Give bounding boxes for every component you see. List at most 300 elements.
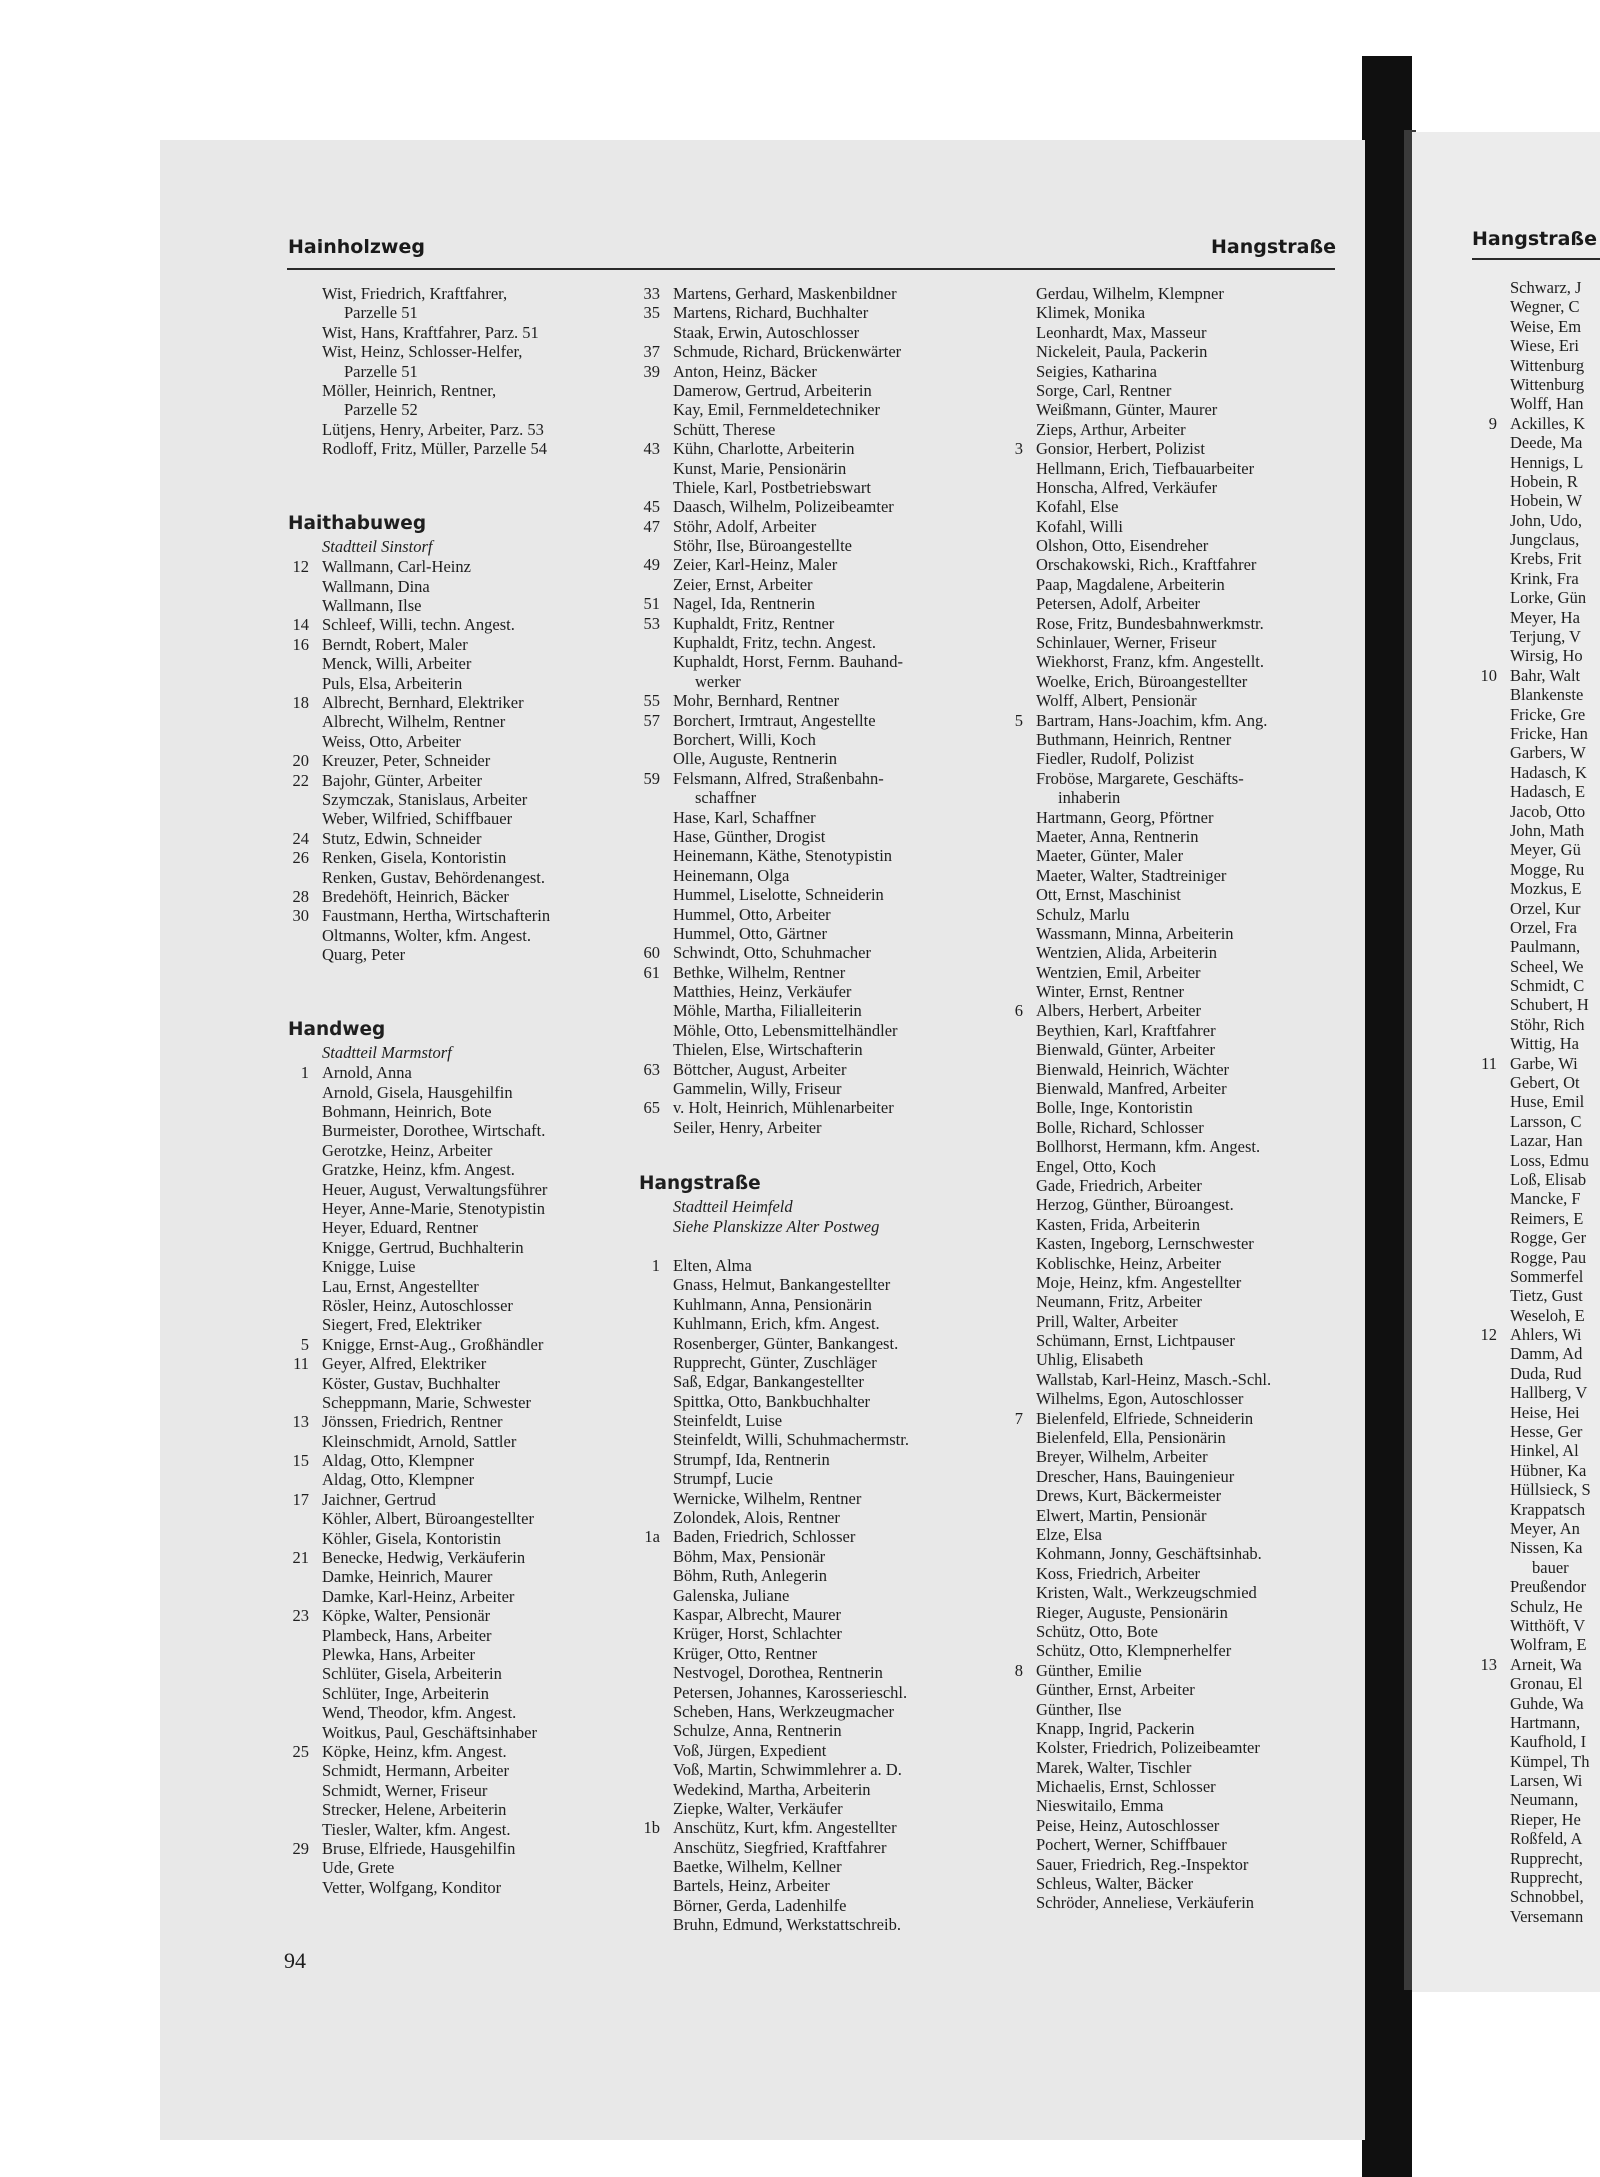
house-number	[998, 1719, 1036, 1738]
resident-entry	[1472, 1422, 1600, 1441]
house-number	[998, 730, 1036, 749]
house-number	[635, 1702, 673, 1721]
house-number	[998, 1816, 1036, 1835]
resident-entry	[1472, 1868, 1600, 1887]
resident-entry	[635, 420, 985, 439]
resident-entry	[284, 635, 644, 654]
resident-text: Bollhorst, Hermann, kfm. Angest.	[1036, 1137, 1261, 1157]
house-number	[998, 1622, 1036, 1641]
resident-text: Fricke, Han	[1510, 723, 1588, 743]
resident-text: Herzog, Günther, Büroangest.	[1036, 1195, 1234, 1215]
spacer	[284, 965, 644, 984]
house-number	[998, 885, 1036, 904]
house-number	[1472, 995, 1510, 1014]
resident-text: Köpke, Walter, Pensionär	[322, 1606, 491, 1626]
resident-text: Daasch, Wilhelm, Polizeibeamter	[673, 497, 894, 517]
resident-entry	[998, 1874, 1358, 1893]
resident-text: Rupprecht,	[1510, 1868, 1583, 1888]
resident-entry	[998, 808, 1358, 827]
resident-text: Paap, Magdalene, Arbeiterin	[1036, 574, 1225, 594]
resident-text: Schulz, Marlu	[1036, 904, 1130, 924]
resident-entry	[1472, 1228, 1600, 1247]
resident-entry	[284, 596, 644, 615]
house-number	[998, 1777, 1036, 1796]
house-number	[1472, 1732, 1510, 1751]
resident-text: Maeter, Walter, Stadtreiniger	[1036, 865, 1227, 885]
house-number: 59	[643, 768, 660, 788]
resident-entry	[284, 577, 644, 596]
house-number	[1472, 1306, 1510, 1325]
resident-entry	[998, 885, 1358, 904]
resident-entry	[635, 1547, 985, 1566]
resident-text: Knigge, Ernst-Aug., Großhändler	[322, 1334, 544, 1354]
resident-entry	[998, 1738, 1358, 1757]
house-number	[998, 1700, 1036, 1719]
house-number	[1472, 976, 1510, 995]
house-number	[1472, 1248, 1510, 1267]
resident-entry	[284, 323, 644, 342]
house-number	[635, 575, 673, 594]
house-number	[635, 1021, 673, 1040]
resident-text: Weber, Wilfried, Schiffbauer	[322, 809, 513, 829]
resident-entry	[635, 1469, 985, 1488]
resident-text: Böhm, Ruth, Anlegerin	[673, 1566, 827, 1586]
resident-entry	[1472, 1635, 1600, 1654]
resident-text: Sommerfel	[1510, 1266, 1584, 1286]
house-number	[998, 1060, 1036, 1079]
house-number	[998, 1254, 1036, 1273]
house-number	[635, 652, 673, 671]
resident-text: Marek, Walter, Tischler	[1036, 1757, 1192, 1777]
resident-text: Wegner, C	[1510, 297, 1580, 317]
resident-text: Bruhn, Edmund, Werkstattschreib.	[673, 1915, 901, 1935]
house-number	[998, 1738, 1036, 1757]
resident-entry	[635, 866, 985, 885]
resident-text: Spittka, Otto, Bankbuchhalter	[673, 1391, 871, 1411]
house-number	[998, 943, 1036, 962]
resident-text: Kuphaldt, Fritz, techn. Angest.	[673, 633, 877, 653]
resident-entry	[998, 614, 1358, 633]
resident-text: Knapp, Ingrid, Packerin	[1036, 1718, 1195, 1738]
resident-entry	[998, 1040, 1358, 1059]
resident-text: Nieswitailo, Emma	[1036, 1796, 1164, 1816]
resident-text: Loß, Elisab	[1510, 1169, 1587, 1189]
resident-entry	[998, 1564, 1358, 1583]
resident-text: Reimers, E	[1510, 1208, 1584, 1228]
house-number	[1472, 1170, 1510, 1189]
resident-entry	[635, 1741, 985, 1760]
house-number: 12	[292, 557, 309, 577]
resident-entry	[998, 1758, 1358, 1777]
house-number	[1472, 1151, 1510, 1170]
house-number	[998, 1331, 1036, 1350]
resident-entry	[1472, 375, 1600, 394]
resident-text: Wentzien, Emil, Arbeiter	[1036, 962, 1201, 982]
resident-text: Stutz, Edwin, Schneider	[322, 828, 482, 848]
resident-entry	[1472, 1170, 1600, 1189]
house-number	[1472, 569, 1510, 588]
resident-text: Honscha, Alfred, Verkäufer	[1036, 477, 1218, 497]
house-number	[1472, 840, 1510, 859]
resident-text: Gonsior, Herbert, Polizist	[1036, 439, 1205, 459]
house-number	[998, 749, 1036, 768]
resident-entry	[635, 943, 985, 962]
resident-entry	[635, 691, 985, 710]
house-number	[1472, 1131, 1510, 1150]
resident-entry	[998, 1428, 1358, 1447]
street-heading: Hangstraße	[639, 1172, 761, 1194]
resident-entry	[635, 1040, 985, 1059]
resident-text: Hadasch, K	[1510, 762, 1587, 782]
resident-text: Bolle, Richard, Schlosser	[1036, 1117, 1204, 1137]
house-number	[1472, 1461, 1510, 1480]
house-number	[998, 1603, 1036, 1622]
house-number	[998, 575, 1036, 594]
resident-entry	[1472, 549, 1600, 568]
resident-text: Hüllsieck, S	[1510, 1480, 1591, 1500]
resident-entry	[284, 674, 644, 693]
resident-text: Vetter, Wolfgang, Konditor	[322, 1877, 502, 1897]
house-number	[284, 1626, 322, 1645]
resident-entry	[284, 848, 644, 867]
resident-text: Gronau, El	[1510, 1674, 1583, 1694]
resident-text: Tiesler, Walter, kfm. Angest.	[322, 1819, 511, 1839]
house-number	[998, 1273, 1036, 1292]
resident-entry	[998, 284, 1358, 303]
resident-entry	[998, 381, 1358, 400]
resident-entry	[998, 749, 1358, 768]
house-number	[635, 381, 673, 400]
resident-text: Bruse, Elfriede, Hausgehilfin	[322, 1838, 516, 1858]
house-number	[284, 1645, 322, 1664]
resident-text: Kolster, Friedrich, Polizeibeamter	[1036, 1738, 1260, 1758]
header-rule	[287, 268, 1335, 270]
house-number: 60	[643, 943, 660, 963]
resident-entry	[998, 555, 1358, 574]
resident-entry	[284, 1083, 644, 1102]
resident-entry	[998, 303, 1358, 322]
house-number	[998, 1447, 1036, 1466]
resident-entry	[635, 1896, 985, 1915]
house-number: 37	[643, 342, 660, 362]
resident-text: Zeier, Ernst, Arbeiter	[673, 574, 813, 594]
resident-text: Elze, Elsa	[1036, 1525, 1102, 1544]
resident-entry	[998, 1467, 1358, 1486]
resident-text: Gammelin, Willy, Friseur	[673, 1079, 842, 1099]
house-number	[284, 284, 322, 303]
house-number	[1472, 1849, 1510, 1868]
resident-entry	[635, 1605, 985, 1624]
house-number	[998, 1389, 1036, 1408]
resident-text: Garbers, W	[1510, 743, 1586, 763]
resident-text: Böttcher, August, Arbeiter	[673, 1059, 847, 1079]
resident-entry	[635, 400, 985, 419]
resident-entry	[284, 1509, 644, 1528]
resident-entry	[1472, 433, 1600, 452]
street-heading: Handweg	[288, 1019, 386, 1041]
resident-entry	[284, 1645, 644, 1664]
resident-entry	[284, 906, 644, 925]
resident-text: Koblischke, Heinz, Arbeiter	[1036, 1253, 1222, 1273]
resident-entry	[998, 943, 1358, 962]
resident-text: Larsson, C	[1510, 1111, 1582, 1131]
resident-text: Plewka, Hans, Arbeiter	[322, 1645, 476, 1664]
resident-entry	[1472, 588, 1600, 607]
resident-text: Steinfeldt, Luise	[673, 1411, 783, 1431]
house-number	[635, 633, 673, 652]
resident-text: Schwindt, Otto, Schuhmacher	[673, 943, 871, 963]
resident-entry	[998, 1525, 1358, 1544]
resident-text: Lorke, Gün	[1510, 588, 1587, 608]
house-number	[1472, 1383, 1510, 1402]
street-heading: Haithabuweg	[288, 513, 427, 535]
resident-text: Voß, Martin, Schwimmlehrer a. D.	[673, 1760, 902, 1780]
house-number: 7	[1014, 1408, 1023, 1428]
street-subheading: Stadtteil Heimfeld	[673, 1196, 793, 1216]
resident-text: Schwarz, J	[1510, 278, 1582, 297]
resident-text: Peise, Heinz, Autoschlosser	[1036, 1815, 1220, 1835]
resident-entry	[635, 497, 985, 516]
resident-entry	[284, 1490, 644, 1509]
resident-entry	[1472, 297, 1600, 316]
resident-entry	[1472, 1907, 1600, 1926]
house-number	[284, 1393, 322, 1412]
house-number	[998, 1195, 1036, 1214]
resident-entry	[635, 1702, 985, 1721]
house-number	[284, 1470, 322, 1489]
house-number	[1472, 472, 1510, 491]
resident-text: Wiese, Eri	[1510, 336, 1579, 356]
house-number: 29	[292, 1838, 309, 1858]
house-number	[998, 1215, 1036, 1234]
resident-text: Szymczak, Stanislaus, Arbeiter	[322, 789, 528, 809]
house-number: 9	[1488, 413, 1497, 433]
house-number	[998, 1157, 1036, 1176]
house-number: 11	[1481, 1053, 1497, 1073]
resident-entry	[635, 1663, 985, 1682]
house-number: 35	[643, 303, 660, 323]
resident-entry	[998, 905, 1358, 924]
house-number	[998, 1370, 1036, 1389]
resident-entry	[998, 1835, 1358, 1854]
house-number	[284, 400, 322, 419]
house-number	[284, 1858, 322, 1877]
resident-entry	[284, 654, 644, 673]
resident-entry	[635, 1818, 985, 1837]
house-number	[998, 1079, 1036, 1098]
house-number	[284, 1567, 322, 1586]
resident-entry-continuation	[284, 400, 644, 419]
resident-entry	[635, 1489, 985, 1508]
resident-entry	[1472, 1344, 1600, 1363]
house-number	[998, 1098, 1036, 1117]
resident-text: Beythien, Karl, Kraftfahrer	[1036, 1020, 1216, 1040]
house-number: 26	[292, 848, 309, 868]
house-number	[635, 1838, 673, 1857]
resident-text: Orzel, Fra	[1510, 917, 1577, 937]
house-number	[998, 284, 1036, 303]
resident-text: Orzel, Kur	[1510, 898, 1581, 918]
resident-text: Schütz, Otto, Bote	[1036, 1621, 1158, 1641]
resident-entry	[1472, 1694, 1600, 1713]
resident-entry	[284, 1781, 644, 1800]
resident-entry	[635, 362, 985, 381]
resident-text: Weiss, Otto, Arbeiter	[322, 731, 461, 751]
house-number	[1472, 705, 1510, 724]
resident-entry	[1472, 1577, 1600, 1596]
resident-text: Seigies, Katharina	[1036, 361, 1157, 381]
resident-text: Staak, Erwin, Autoschlosser	[673, 322, 860, 342]
resident-text: Schümann, Ernst, Lichtpauser	[1036, 1331, 1235, 1351]
house-number	[1472, 394, 1510, 413]
house-number	[1472, 937, 1510, 956]
resident-text: Elwert, Martin, Pensionär	[1036, 1505, 1207, 1525]
resident-entry	[998, 497, 1358, 516]
house-number	[635, 1353, 673, 1372]
spacer	[284, 459, 644, 478]
house-number	[635, 1079, 673, 1098]
resident-text: Stöhr, Adolf, Arbeiter	[673, 516, 817, 536]
resident-text: Mancke, F	[1510, 1189, 1581, 1209]
house-number	[635, 478, 673, 497]
resident-entry	[1472, 1151, 1600, 1170]
house-number	[1472, 802, 1510, 821]
resident-text: Lütjens, Henry, Arbeiter, Parz. 53	[322, 419, 544, 439]
resident-text: Witthöft, V	[1510, 1615, 1586, 1635]
resident-text: Heyer, Eduard, Rentner	[322, 1218, 479, 1238]
house-number	[284, 439, 322, 458]
resident-entry	[998, 1118, 1358, 1137]
house-number	[284, 1218, 322, 1237]
resident-text: werker	[695, 671, 741, 691]
resident-text: Petersen, Johannes, Karosserieschl.	[673, 1682, 908, 1702]
directory-column-3	[998, 284, 1358, 1913]
resident-entry	[1472, 1131, 1600, 1150]
resident-entry	[1472, 685, 1600, 704]
resident-text: Faustmann, Hertha, Wirtschafterin	[322, 906, 551, 926]
resident-text: Wiekhorst, Franz, kfm. Angestellt.	[1036, 652, 1265, 672]
resident-text: Bajohr, Günter, Arbeiter	[322, 770, 482, 790]
resident-text: Mozkus, E	[1510, 879, 1582, 899]
house-number	[998, 420, 1036, 439]
resident-entry	[998, 1331, 1358, 1350]
house-number: 16	[292, 634, 309, 654]
resident-entry	[284, 1858, 644, 1877]
resident-text: Ahlers, Wi	[1510, 1325, 1582, 1345]
resident-text: Kasten, Ingeborg, Lernschwester	[1036, 1234, 1254, 1254]
house-number	[1472, 491, 1510, 510]
resident-entry	[635, 381, 985, 400]
resident-text: Duda, Rud	[1510, 1363, 1582, 1383]
resident-text: Moje, Heinz, kfm. Angestellter	[1036, 1272, 1242, 1292]
resident-entry	[998, 1234, 1358, 1253]
house-number: 61	[643, 962, 660, 982]
resident-text: Schinlauer, Werner, Friseur	[1036, 633, 1217, 653]
resident-text: Strumpf, Ida, Rentnerin	[673, 1449, 830, 1469]
resident-entry	[998, 963, 1358, 982]
resident-entry	[635, 1838, 985, 1857]
house-number	[1472, 627, 1510, 646]
resident-text: Drews, Kurt, Bäckermeister	[1036, 1486, 1222, 1506]
resident-text: John, Math	[1510, 820, 1585, 840]
resident-entry	[635, 982, 985, 1001]
house-number	[1472, 646, 1510, 665]
resident-entry	[998, 1796, 1358, 1815]
resident-entry	[998, 1641, 1358, 1660]
resident-text: Huse, Emil	[1510, 1092, 1585, 1112]
house-number	[635, 1040, 673, 1059]
resident-text: Krüger, Horst, Schlachter	[673, 1624, 842, 1644]
house-number	[998, 1758, 1036, 1777]
resident-entry	[284, 809, 644, 828]
resident-text: bauer	[1532, 1557, 1569, 1577]
house-number	[635, 846, 673, 865]
house-number	[635, 1430, 673, 1449]
resident-text: Koss, Friedrich, Arbeiter	[1036, 1563, 1201, 1583]
resident-text: Nissen, Ka	[1510, 1538, 1583, 1558]
house-number	[635, 1586, 673, 1605]
house-number	[998, 808, 1036, 827]
resident-text: Geyer, Alfred, Elektriker	[322, 1354, 487, 1374]
resident-entry	[284, 926, 644, 945]
resident-entry	[284, 1839, 644, 1858]
resident-entry	[998, 1254, 1358, 1273]
resident-entry	[998, 1544, 1358, 1563]
resident-text: Renken, Gustav, Behördenangest.	[322, 867, 545, 887]
resident-entry	[1472, 918, 1600, 937]
resident-entry	[1472, 1887, 1600, 1906]
house-number	[284, 577, 322, 596]
resident-entry	[635, 303, 985, 322]
house-number	[998, 362, 1036, 381]
house-number	[998, 1312, 1036, 1331]
house-number	[1472, 549, 1510, 568]
resident-text: Rose, Fritz, Bundesbahnwerkmstr.	[1036, 613, 1264, 633]
house-number: 11	[293, 1354, 309, 1374]
house-number	[1472, 821, 1510, 840]
resident-text: Wist, Friedrich, Kraftfahrer,	[322, 284, 508, 303]
resident-entry	[635, 1314, 985, 1333]
resident-text: Versemann	[1510, 1906, 1584, 1926]
house-number	[284, 1761, 322, 1780]
house-number	[635, 1001, 673, 1020]
house-number: 18	[292, 693, 309, 713]
house-number	[998, 1176, 1036, 1195]
resident-entry	[1472, 1500, 1600, 1519]
resident-entry	[1472, 1810, 1600, 1829]
house-number	[635, 1372, 673, 1391]
resident-entry	[635, 1372, 985, 1391]
house-number	[998, 342, 1036, 361]
house-number	[284, 1878, 322, 1897]
house-number: 28	[292, 886, 309, 906]
resident-entry-continuation	[284, 362, 644, 381]
resident-text: Strecker, Helene, Arbeiterin	[322, 1800, 507, 1820]
resident-text: Gratzke, Heinz, kfm. Angest.	[322, 1160, 515, 1180]
resident-entry	[284, 1141, 644, 1160]
resident-text: Wallmann, Dina	[322, 576, 430, 596]
house-number	[998, 517, 1036, 536]
house-number	[635, 1857, 673, 1876]
resident-entry	[998, 575, 1358, 594]
resident-text: Bartels, Heinz, Arbeiter	[673, 1876, 830, 1896]
house-number	[635, 1508, 673, 1527]
resident-entry	[284, 771, 644, 790]
house-number	[998, 594, 1036, 613]
house-number	[1472, 530, 1510, 549]
resident-entry	[1472, 1538, 1600, 1557]
resident-entry	[1472, 1054, 1600, 1073]
